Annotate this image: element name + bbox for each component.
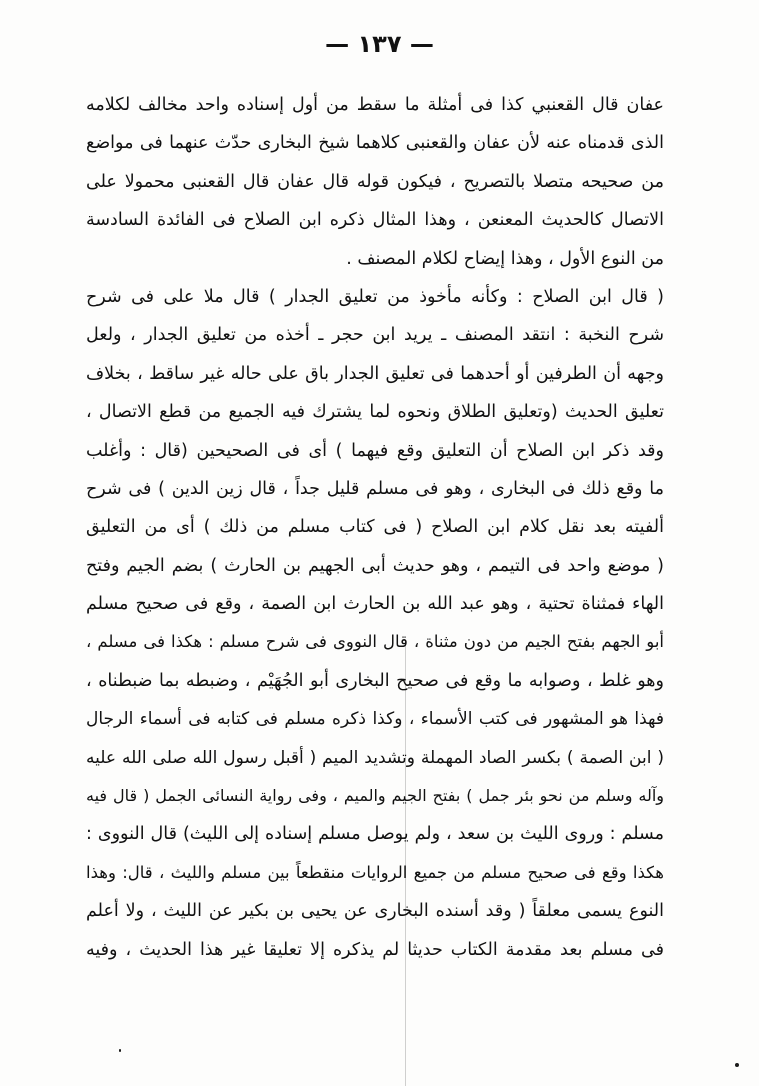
text-line: ( قال ابن الصلاح : وكأنه مأخوذ من تعليق الجدار ) قال ملا على فى شرح xyxy=(86,286,664,307)
text-line: شرح النخبة : انتقد المصنف ـ يريد ابن حجر ـ أخذه من تعليق الجدار ، ولعل xyxy=(86,325,664,346)
text-line: هكذا وقع فى صحيح مسلم من جميع الروايات منقطعاً بين مسلم والليث ، قال: وهذا xyxy=(86,862,664,882)
scan-speck xyxy=(119,1049,121,1052)
text-line: فى مسلم بعد مقدمة الكتاب حديثا لم يذكره إلا تعليقا غير هذا الحديث ، وفيه xyxy=(86,939,664,960)
text-line: عفان قال القعنبي كذا فى أمثلة ما سقط من أول إسناده واحد مخالف لكلامه xyxy=(86,95,664,115)
page-number: — ١٣٧ — xyxy=(325,30,434,58)
text-line: الاتصال كالحديث المعنعن ، وهذا المثال ذكره ابن الصلاح فى الفائدة السادسة xyxy=(86,210,664,231)
text-line: النوع يسمى معلقاً ( وقد أسنده البخارى عن يحيى بن بكير عن الليث ، ولا أعلم xyxy=(86,901,664,922)
text-line: أبو الجهم بفتح الجيم من دون مثناة ، قال النووى فى شرح مسلم : هكذا فى مسلم ، xyxy=(86,632,664,652)
text-line: من صحيحه متصلا بالتصريح ، فيكون قوله قال عفان قال القعنبى محمولا على xyxy=(86,171,664,192)
text-line: الهاء فمثناة تحتية ، وهو عبد الله بن الحارث ابن الصمة ، وقع فى صحيح مسلم xyxy=(86,594,664,615)
text-line: ما وقع ذلك فى البخارى ، وهو فى مسلم قليل جداً ، قال زين الدين ) فى شرح xyxy=(86,478,664,499)
text-line: ( موضع واحد فى التيمم ، وهو حديث أبى الجهيم بن الحارث ) بضم الجيم وفتح xyxy=(86,555,664,576)
text-line: تعليق الحديث (وتعليق الطلاق ونحوه لما يشترك فيه الجميع من قطع الاتصال ، xyxy=(86,402,664,423)
body-text xyxy=(86,86,664,969)
text-line: من النوع الأول ، وهذا إيضاح لكلام المصنف . xyxy=(346,248,664,269)
text-line: وجهه أن الطرفين أو أحدهما فى تعليق الجدار باق على حاله غير ساقط ، بخلاف xyxy=(86,363,664,384)
text-line: فهذا هو المشهور فى كتب الأسماء ، وكذا ذكره مسلم فى كتابه فى أسماء الرجال xyxy=(86,709,664,730)
text-line: وهو غلط ، وصوابه ما وقع فى صحيح البخارى أبو الجُهَيْم ، وضبطه بما ضبطناه ، xyxy=(86,670,664,691)
page-fold-shadow xyxy=(405,640,406,1086)
text-line: مسلم : وروى الليث بن سعد ، ولم يوصل مسلم إسناده إلى الليث) قال النووى : xyxy=(86,824,664,845)
text-line: ألفيته بعد نقل كلام ابن الصلاح ( فى كتاب مسلم من ذلك ) أى من التعليق xyxy=(86,517,664,538)
text-line: وقد ذكر ابن الصلاح أن التعليق وقع فيهما ) أى فى الصحيحين (قال : وأغلب xyxy=(86,440,664,461)
text-line: ( ابن الصمة ) بكسر الصاد المهملة وتشديد الميم ( أقبل رسول الله صلى الله عليه xyxy=(86,747,664,768)
scan-speck xyxy=(735,1063,739,1067)
text-line: الذى قدمناه عنه لأن عفان والقعنبى كلاهما شيخ البخارى حدّث عنهما فى مواضع xyxy=(86,133,664,154)
text-line: وآله وسلم من نحو بئر جمل ) بفتح الجيم والميم ، وفى رواية النسائى الجمل ( قال فيه xyxy=(86,786,664,806)
